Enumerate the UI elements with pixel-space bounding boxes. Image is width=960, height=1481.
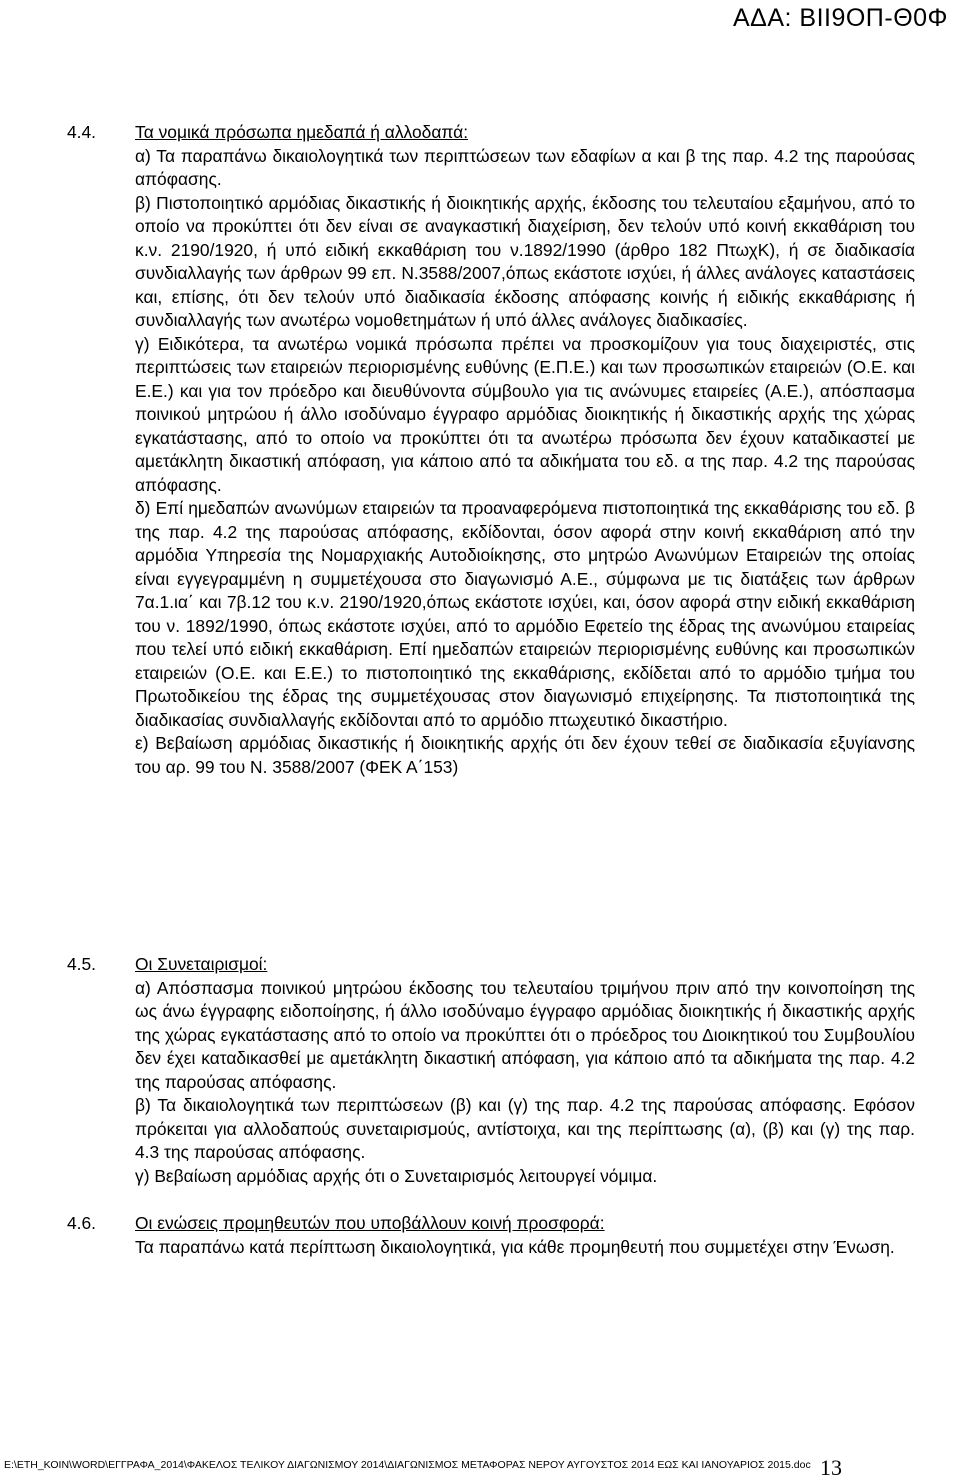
section-4-5: [67, 953, 947, 1188]
page-number: 13: [820, 1455, 842, 1480]
paragraph: β) Πιστοποιητικό αρμόδιας δικαστικής ή διοικητικής αρχής, έκδοσης του τελευταίου εξαμήνου, από το οποίο να προκύπτει ότι δεν είναι σε αναγκαστική διαχείριση, δεν τελούν υπό κοινή εκκαθάριση του κ.ν. 2190/1920, ή υπό ειδική εκκαθάριση του ν.1892/1990 (άρθρο 182 ΠτωχΚ), ή σε διαδικασία συνδιαλλαγής των άρθρων 99 επ. Ν.3588/2007,όπως εκάστοτε ισχύει, ή άλλες ανάλογες καταστάσεις και, επίσης, ότι δεν τελούν υπό διαδικασία έκδοσης απόφασης κοινής ή ειδικής εκκαθάρισης ή συνδιαλλαγής των ανωτέρω νομοθετημάτων ή υπό άλλες ανάλογες διαδικασίες.: [135, 192, 915, 330]
paragraph: β) Τα δικαιολογητικά των περιπτώσεων (β) και (γ) της παρ. 4.2 της παρούσας απόφασης. Εφόσον πρόκειται για αλλοδαπούς συνεταιρισμούς, αντίστοιχα, και της περίπτωσης (α), (β) και (γ) της παρ. 4.3 της παρούσας απόφασης.: [135, 1095, 915, 1162]
paragraph: α) Τα παραπάνω δικαιολογητικά των περιπτώσεων των εδαφίων α και β της παρ. 4.2 της παρούσας απόφασης.: [135, 145, 915, 189]
section-body: [135, 121, 915, 779]
paragraph: δ) Επί ημεδαπών ανωνύμων εταιρειών τα προαναφερόμενα πιστοποιητικά της εκκαθάρισης του εδ. β της παρ. 4.2 της παρούσας απόφασης, εκδίδονται, όσον αφορά στην κοινή εκκαθάριση από την αρμόδια Υπηρεσία της Νομαρχιακής Αυτοδιοίκησης, στο μητρώο Ανωνύμων Εταιρειών της οποίας είναι εγγεγραμμένη η συμμετέχουσα στο διαγωνισμό Α.Ε., σύμφωνα με τις διατάξεις των άρθρων 7α.1.ια΄ και 7β.12 του κ.ν. 2190/1920,όπως εκάστοτε ισχύει, και, όσον αφορά στην ειδική εκκαθάριση του ν. 1892/1990, όπως εκάστοτε ισχύει, από το αρμόδιο Εφετείο της έδρας της ανωνύμου εταιρείας που τελεί υπό ειδική εκκαθάριση. Επί ημεδαπών εταιρειών περιορισμένης ευθύνης και προσωπικών εταιρειών (Ο.Ε. και Ε.Ε.) το πιστοποιητικό της εκκαθάρισης, εκδίδεται από το αρμόδιο τμήμα του Πρωτοδικείου της έδρας της συμμετέχουσας στον διαγωνισμό επιχείρησης. Τα πιστοποιητικά της διαδικασίας συνδιαλλαγής εκδίδονται από το αρμόδιο πτωχευτικό δικαστήριο.: [135, 498, 915, 730]
paragraph: α) Απόσπασμα ποινικού μητρώου έκδοσης του τελευταίου τριμήνου πριν από την κοινοποίηση της ως άνω έγγραφης ειδοποίησης, ή άλλο ισοδύναμο έγγραφο αρμόδιας διοικητικής ή δικαστικής αρχής της χώρας εγκατάστασης από το οποίο να προκύπτει ότι ο πρόεδρος του Διοικητικού του Συμβουλίου δεν έχει καταδικασθεί με αμετάκλητη δικαστική απόφαση, για κάποιο από τα αδικήματα της παρ. 4.2 της παρούσας απόφασης.: [135, 977, 915, 1092]
section-number: 4.4.: [67, 122, 97, 142]
footer-file-path: E:\ΕΤΗ_ΚΟΙΝ\WORD\ΕΓΓΡΑΦΑ_2014\ΦΑΚΕΛΟΣ ΤΕΛΙΚΟΥ ΔΙΑΓΩΝΙΣΜΟΥ 2014\ΔΙΑΓΩΝΙΣΜΟΣ ΜΕΤΑΦΟΡΑΣ ΝΕΡΟΥ ΑΥΓΟΥΣΤΟΣ 2014 ΕΩΣ ΚΑΙ ΙΑΝΟΥΑΡΙΟΣ 2015.doc: [4, 1459, 811, 1471]
section-title: Τα νομικά πρόσωπα ημεδαπά ή αλλοδαπά:: [135, 122, 469, 142]
section-number: 4.6.: [67, 1213, 97, 1233]
section-4-4: [67, 121, 947, 779]
paragraph: Τα παραπάνω κατά περίπτωση δικαιολογητικά, για κάθε προμηθευτή που συμμετέχει στην Ένωση.: [135, 1236, 895, 1257]
section-body: [135, 1212, 915, 1259]
paragraph: γ) Ειδικότερα, τα ανωτέρω νομικά πρόσωπα πρέπει να προσκομίζουν για τους διαχειριστές, στις περιπτώσεις των εταιρειών περιορισμένης ευθύνης (Ε.Π.Ε.) και των προσωπικών εταιρειών (Ο.Ε. και Ε.Ε.) και για τον πρόεδρο και διευθύνοντα σύμβουλο για τις ανώνυμες εταιρείες (Α.Ε.), απόσπασμα ποινικού μητρώου ή άλλο ισοδύναμο έγγραφο αρμόδιας διοικητικής ή δικαστικής αρχής της χώρας εγκατάστασης, από το οποίο να προκύπτει ότι τα ανωτέρω πρόσωπα δεν έχουν καταδικαστεί με αμετάκλητη δικαστική απόφαση, για κάποιο από τα αδικήματα του εδ. α της παρ. 4.2 της παρούσας απόφασης.: [135, 333, 915, 495]
paragraph: ε) Βεβαίωση αρμόδιας δικαστικής ή διοικητικής αρχής ότι δεν έχουν τεθεί σε διαδικασία εξυγίανσης του αρ. 99 του Ν. 3588/2007 (ΦΕΚ Α΄153): [135, 733, 915, 777]
section-number: 4.5.: [67, 954, 97, 974]
section-title: Οι ενώσεις προμηθευτών που υποβάλλουν κοινή προσφορά:: [135, 1213, 605, 1233]
section-body: [135, 953, 915, 1188]
ada-code: ΑΔΑ: ΒΙΙ9ΟΠ-Θ0Φ: [732, 4, 948, 32]
section-4-6: [67, 1212, 947, 1259]
section-title: Οι Συνεταιρισμοί:: [135, 954, 268, 974]
paragraph: γ) Βεβαίωση αρμόδιας αρχής ότι ο Συνεταιρισμός λειτουργεί νόμιμα.: [135, 1165, 658, 1186]
